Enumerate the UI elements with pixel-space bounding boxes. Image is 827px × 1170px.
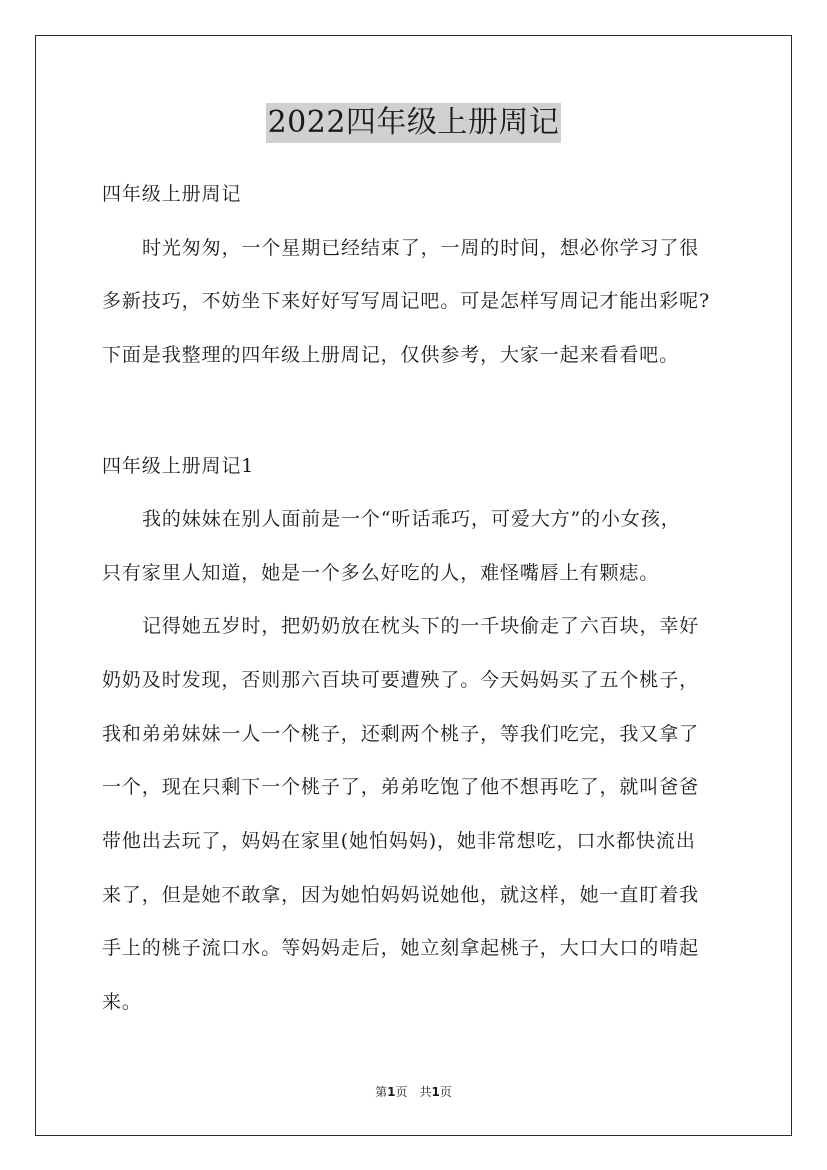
paragraph-line: 只有家里人知道，她是一个多么好吃的人，难怪嘴唇上有颗痣。: [102, 562, 660, 584]
paragraph-line: 多新技巧，不妨坐下来好好写写周记吧。可是怎样写周记才能出彩呢?: [102, 290, 711, 312]
paragraph-line: 我的妹妹在别人面前是一个“听话乖巧，可爱大方”的小女孩，: [142, 508, 681, 530]
paragraph-line: 来了，但是她不敢拿，因为她怕妈妈说她他，就这样，她一直盯着我: [102, 884, 700, 906]
paragraph-line: 一个，现在只剩下一个桃子了，弟弟吃饱了他不想再吃了，就叫爸爸: [102, 776, 700, 798]
paragraph-line: 奶奶及时发现，否则那六百块可要遭殃了。今天妈妈买了五个桃子，: [102, 669, 700, 691]
paragraph-line: 记得她五岁时，把奶奶放在枕头下的一千块偷走了六百块，幸好: [142, 615, 700, 637]
page-number: 1: [387, 1085, 396, 1099]
page-suffix: 页: [395, 1085, 408, 1099]
page-footer: [0, 1084, 827, 1100]
page-prefix: 第: [375, 1085, 388, 1099]
paragraph-line: 带他出去玩了，妈妈在家里(她怕妈妈)，她非常想吃，口水都快流出: [102, 830, 696, 852]
paragraph-line: 下面是我整理的四年级上册周记，仅供参考，大家一起来看看吧。: [102, 344, 680, 366]
paragraph-line: 我和弟弟妹妹一人一个桃子，还剩两个桃子，等我们吃完，我又拿了: [102, 723, 700, 745]
paragraph-line: 时光匆匆，一个星期已经结束了，一周的时间，想必你学习了很: [142, 237, 700, 259]
document-title: 2022四年级上册周记: [266, 103, 562, 143]
total-suffix: 页: [439, 1085, 452, 1099]
paragraph-line: 手上的桃子流口水。等妈妈走后，她立刻拿起桃子，大口大口的啃起: [102, 937, 700, 959]
total-pages: 1: [431, 1085, 440, 1099]
title-container: [0, 103, 827, 143]
section-heading: 四年级上册周记: [102, 183, 242, 205]
total-prefix: 共: [419, 1085, 432, 1099]
paragraph-line: 来。: [102, 991, 142, 1013]
section-heading: 四年级上册周记1: [102, 455, 255, 477]
